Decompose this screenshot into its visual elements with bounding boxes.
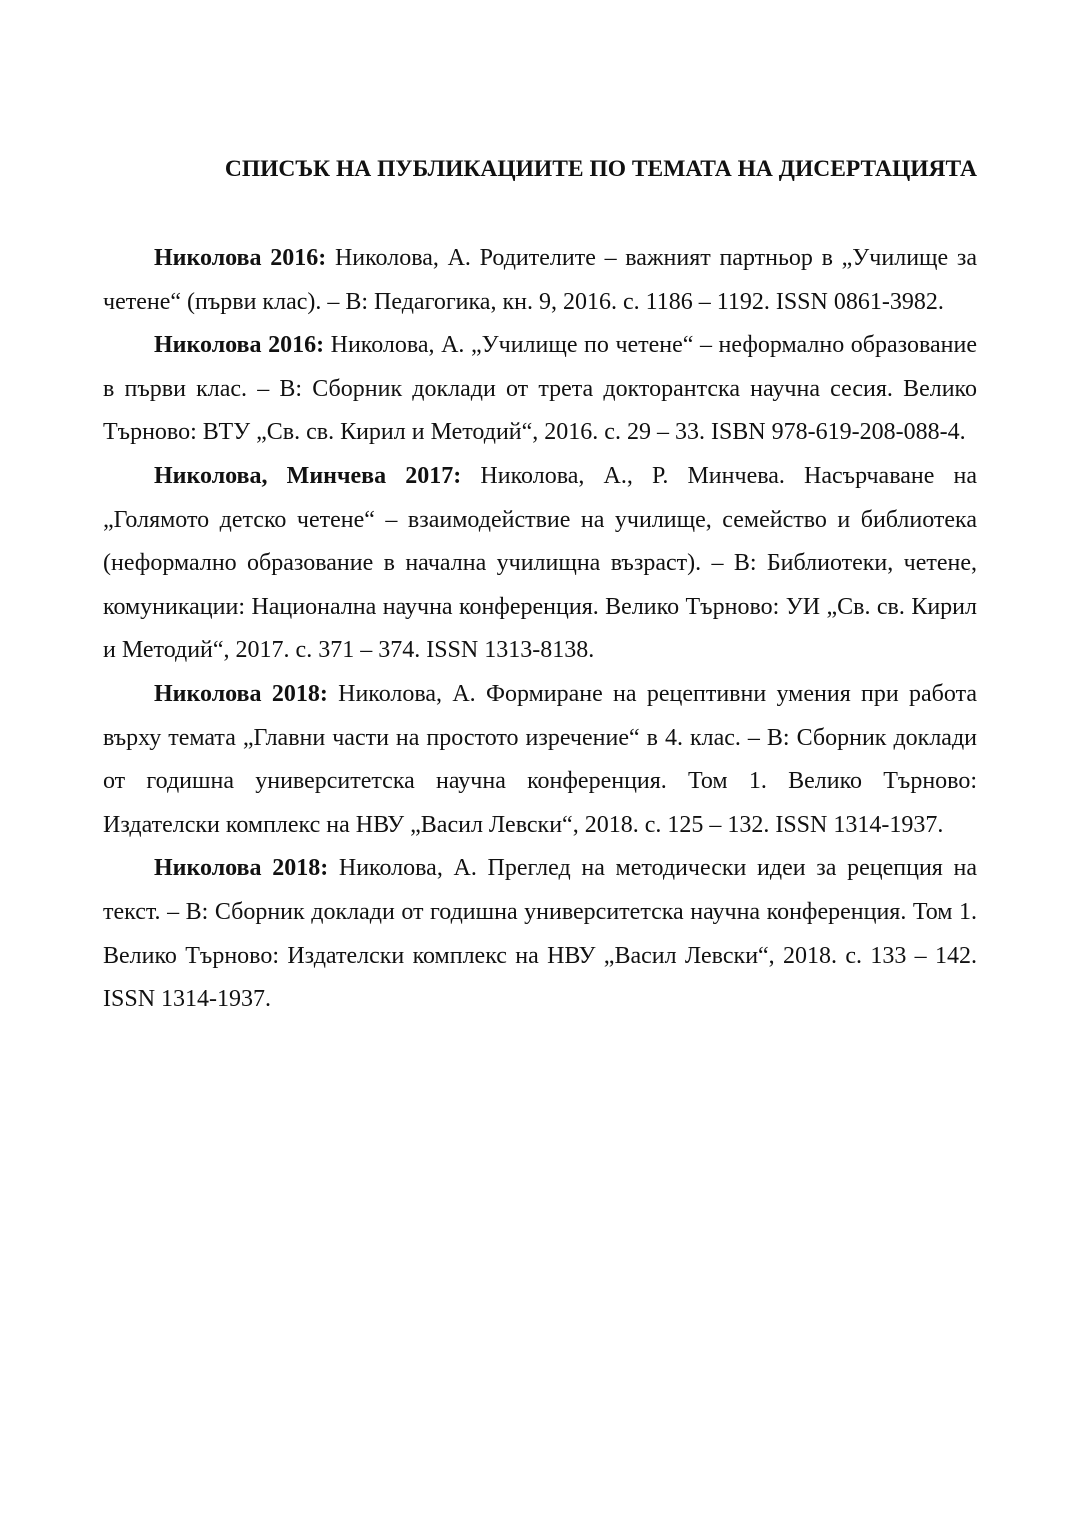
entry-reference: Николова 2018: <box>154 855 329 882</box>
entry-text: Николова, А., Р. Минчева. Насърчаване на „Голямото детско четене“ – взаимодействие на училище, семейство и библиотека (неформално образование в начална училищна възраст). – В: Библиотеки, четене, комуникации: Национална научна конференция. Велико Търново: УИ „Св. св. Кирил и Методий“, 2017. с. 371 – 374. ISSN 1313-8138. <box>103 462 978 664</box>
entry-text: Николова, А. Преглед на методически идеи за рецепция на текст. – В: Сборник доклади от годишна университетска научна конференция. Том 1. Велико Търново: Издателски комплекс на НВУ „Васил Левски“, 2018. с. 133 – 142. ISSN 1314-1937. <box>103 855 978 1013</box>
publication-list <box>103 237 977 1022</box>
entry-reference: Николова 2016: <box>154 332 325 359</box>
page-title: СПИСЪК НА ПУБЛИКАЦИИТЕ ПО ТЕМАТА НА ДИСЕРТАЦИЯТА <box>224 156 977 182</box>
entry-reference: Николова 2016: <box>154 245 327 271</box>
publication-entry <box>103 673 977 847</box>
publication-entry <box>103 455 977 673</box>
entry-text: Николова, А. Формиране на рецептивни умения при работа върху темата „Главни части на простото изречение“ в 4. клас. – В: Сборник доклади от годишна университетска научна конференция. Том 1. Велико Търново: Издателски комплекс на НВУ „Васил Левски“, 2018. с. 125 – 132. ISSN 1314-1937. <box>103 680 977 838</box>
publication-entry <box>103 847 977 1021</box>
entry-text: Николова, А. „Училище по четене“ – неформално образование в първи клас. – В: Сборник доклади от трета докторантска научна сесия. Велико Търново: ВТУ „Св. св. Кирил и Методий“, 2016. с. 29 – 33. ISBN 978-619-208-088-4. <box>103 332 977 446</box>
publication-entry <box>103 237 977 324</box>
entry-text: Николова, А. Родителите – важният партньор в „Училище за четене“ (първи клас). – В: Педагогика, кн. 9, 2016. с. 1186 – 1192. ISSN 0861-3982. <box>103 245 978 315</box>
publication-entry <box>103 324 977 455</box>
entry-reference: Николова, Минчева 2017: <box>154 462 462 489</box>
entry-reference: Николова 2018: <box>154 680 328 707</box>
